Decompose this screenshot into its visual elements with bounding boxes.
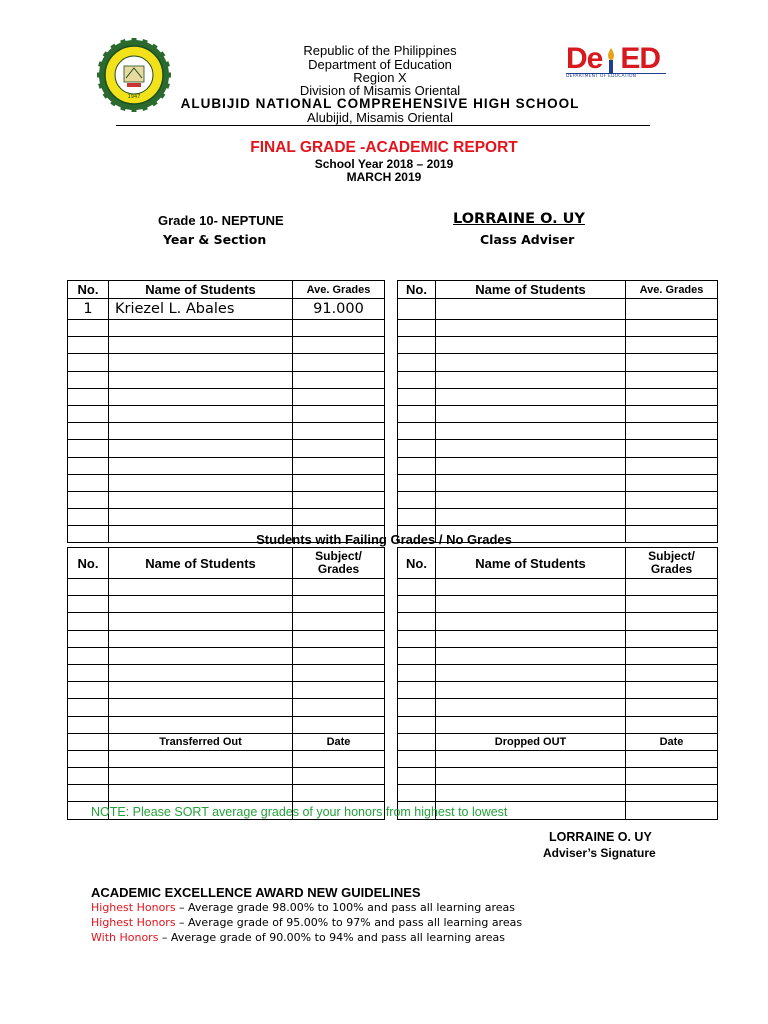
empty-row	[68, 388, 385, 405]
dropped-date-label: Date	[626, 733, 718, 750]
col-ave-grades: Ave. Grades	[626, 281, 718, 299]
table-row	[68, 299, 385, 320]
col-no: No.	[68, 548, 109, 579]
empty-row	[68, 423, 385, 440]
table-row	[398, 299, 718, 320]
year-section-label: Year & Section	[163, 232, 267, 247]
row-name: Kriezel L. Abales	[109, 299, 293, 320]
guidelines-title: ACADEMIC EXCELLENCE AWARD NEW GUIDELINES	[91, 885, 421, 900]
empty-row	[398, 405, 718, 422]
empty-row	[398, 457, 718, 474]
col-name: Name of Students	[436, 281, 626, 299]
empty-row	[398, 768, 718, 785]
honors-table-right	[397, 280, 718, 543]
school-address: Alubijid, Misamis Oriental	[307, 110, 453, 125]
report-month: MARCH 2019	[346, 170, 422, 184]
empty-row	[68, 664, 385, 681]
empty-row	[68, 509, 385, 526]
failing-table-left	[67, 547, 385, 820]
republic-line: Republic of the Philippines	[303, 43, 457, 58]
school-name: ALUBIJID NATIONAL COMPREHENSIVE HIGH SCHOOL	[180, 96, 580, 111]
empty-row	[68, 716, 385, 733]
header-divider	[116, 125, 650, 126]
empty-row	[68, 405, 385, 422]
svg-text:1947: 1947	[127, 94, 141, 100]
empty-row	[398, 474, 718, 491]
col-subject-grades: Subject/ Grades	[293, 548, 385, 579]
empty-row	[398, 388, 718, 405]
empty-row	[68, 647, 385, 664]
empty-row	[398, 371, 718, 388]
empty-row	[68, 579, 385, 596]
empty-row	[68, 613, 385, 630]
empty-row	[68, 320, 385, 337]
guideline-item	[91, 916, 522, 929]
empty-row	[68, 440, 385, 457]
transferred-out-label: Transferred Out	[109, 733, 293, 750]
empty-row	[68, 785, 385, 802]
guideline-text: – Average grade 98.00% to 100% and pass all learning areas	[175, 901, 515, 914]
empty-row	[398, 699, 718, 716]
empty-row	[398, 750, 718, 767]
report-title: FINAL GRADE -ACADEMIC REPORT	[250, 139, 518, 156]
col-name: Name of Students	[436, 548, 626, 579]
failing-title: Students with Failing Grades / No Grades	[256, 532, 512, 547]
empty-row	[68, 768, 385, 785]
failing-table-right	[397, 547, 718, 820]
class-adviser-name: LORRAINE O. UY	[453, 211, 585, 227]
guideline-text: – Average grade of 90.00% to 94% and pass all learning areas	[158, 931, 505, 944]
department-line: Department of Education	[308, 57, 452, 72]
col-name: Name of Students	[109, 548, 293, 579]
empty-row	[68, 682, 385, 699]
dropped-out-label: Dropped OUT	[436, 733, 626, 750]
deped-logo: De ED DEPARTMENT OF EDUCATION	[566, 42, 676, 88]
empty-row	[398, 596, 718, 613]
col-no: No.	[398, 548, 436, 579]
empty-row	[398, 337, 718, 354]
guideline-text: – Average grade of 95.00% to 97% and pass all learning areas	[175, 916, 523, 929]
row-grade: 91.000	[293, 299, 385, 320]
deped-caption: DEPARTMENT OF EDUCATION	[566, 74, 637, 79]
empty-row	[68, 354, 385, 371]
empty-row	[68, 474, 385, 491]
empty-row	[398, 491, 718, 508]
guideline-item	[91, 901, 515, 914]
year-section-value: Grade 10- NEPTUNE	[158, 213, 284, 228]
empty-row	[68, 337, 385, 354]
empty-row	[68, 371, 385, 388]
guideline-item	[91, 931, 505, 944]
col-ave-grades: Ave. Grades	[293, 281, 385, 299]
guideline-label: Highest Honors	[91, 916, 176, 929]
empty-row	[398, 320, 718, 337]
empty-row	[398, 509, 718, 526]
empty-row	[398, 613, 718, 630]
guideline-label: Highest Honors	[91, 901, 176, 914]
region-line: Region X	[353, 70, 407, 85]
school-year: School Year 2018 – 2019	[314, 157, 454, 171]
empty-row	[398, 630, 718, 647]
guideline-label: With Honors	[91, 931, 159, 944]
empty-row	[68, 699, 385, 716]
transferred-date-label: Date	[293, 733, 385, 750]
empty-row	[68, 750, 385, 767]
empty-row	[68, 596, 385, 613]
empty-row	[398, 579, 718, 596]
empty-row	[398, 682, 718, 699]
empty-row	[398, 354, 718, 371]
signature-label: Adviser’s Signature	[543, 846, 656, 860]
empty-row	[398, 664, 718, 681]
col-subject-grades: Subject/ Grades	[626, 548, 718, 579]
division-line: Division of Misamis Oriental	[299, 83, 461, 98]
row-no: 1	[68, 299, 109, 320]
empty-row	[68, 630, 385, 647]
col-no: No.	[398, 281, 436, 299]
sort-note: NOTE: Please SORT average grades of your honors from highest to lowest	[91, 805, 508, 819]
empty-row	[398, 423, 718, 440]
empty-row	[398, 440, 718, 457]
honors-table-left	[67, 280, 385, 543]
class-adviser-label: Class Adviser	[480, 232, 575, 247]
empty-row	[68, 491, 385, 508]
empty-row	[398, 647, 718, 664]
empty-row	[398, 716, 718, 733]
empty-row	[68, 457, 385, 474]
empty-row	[398, 785, 718, 802]
col-no: No.	[68, 281, 109, 299]
signature-name: LORRAINE O. UY	[549, 830, 652, 844]
col-name: Name of Students	[109, 281, 293, 299]
